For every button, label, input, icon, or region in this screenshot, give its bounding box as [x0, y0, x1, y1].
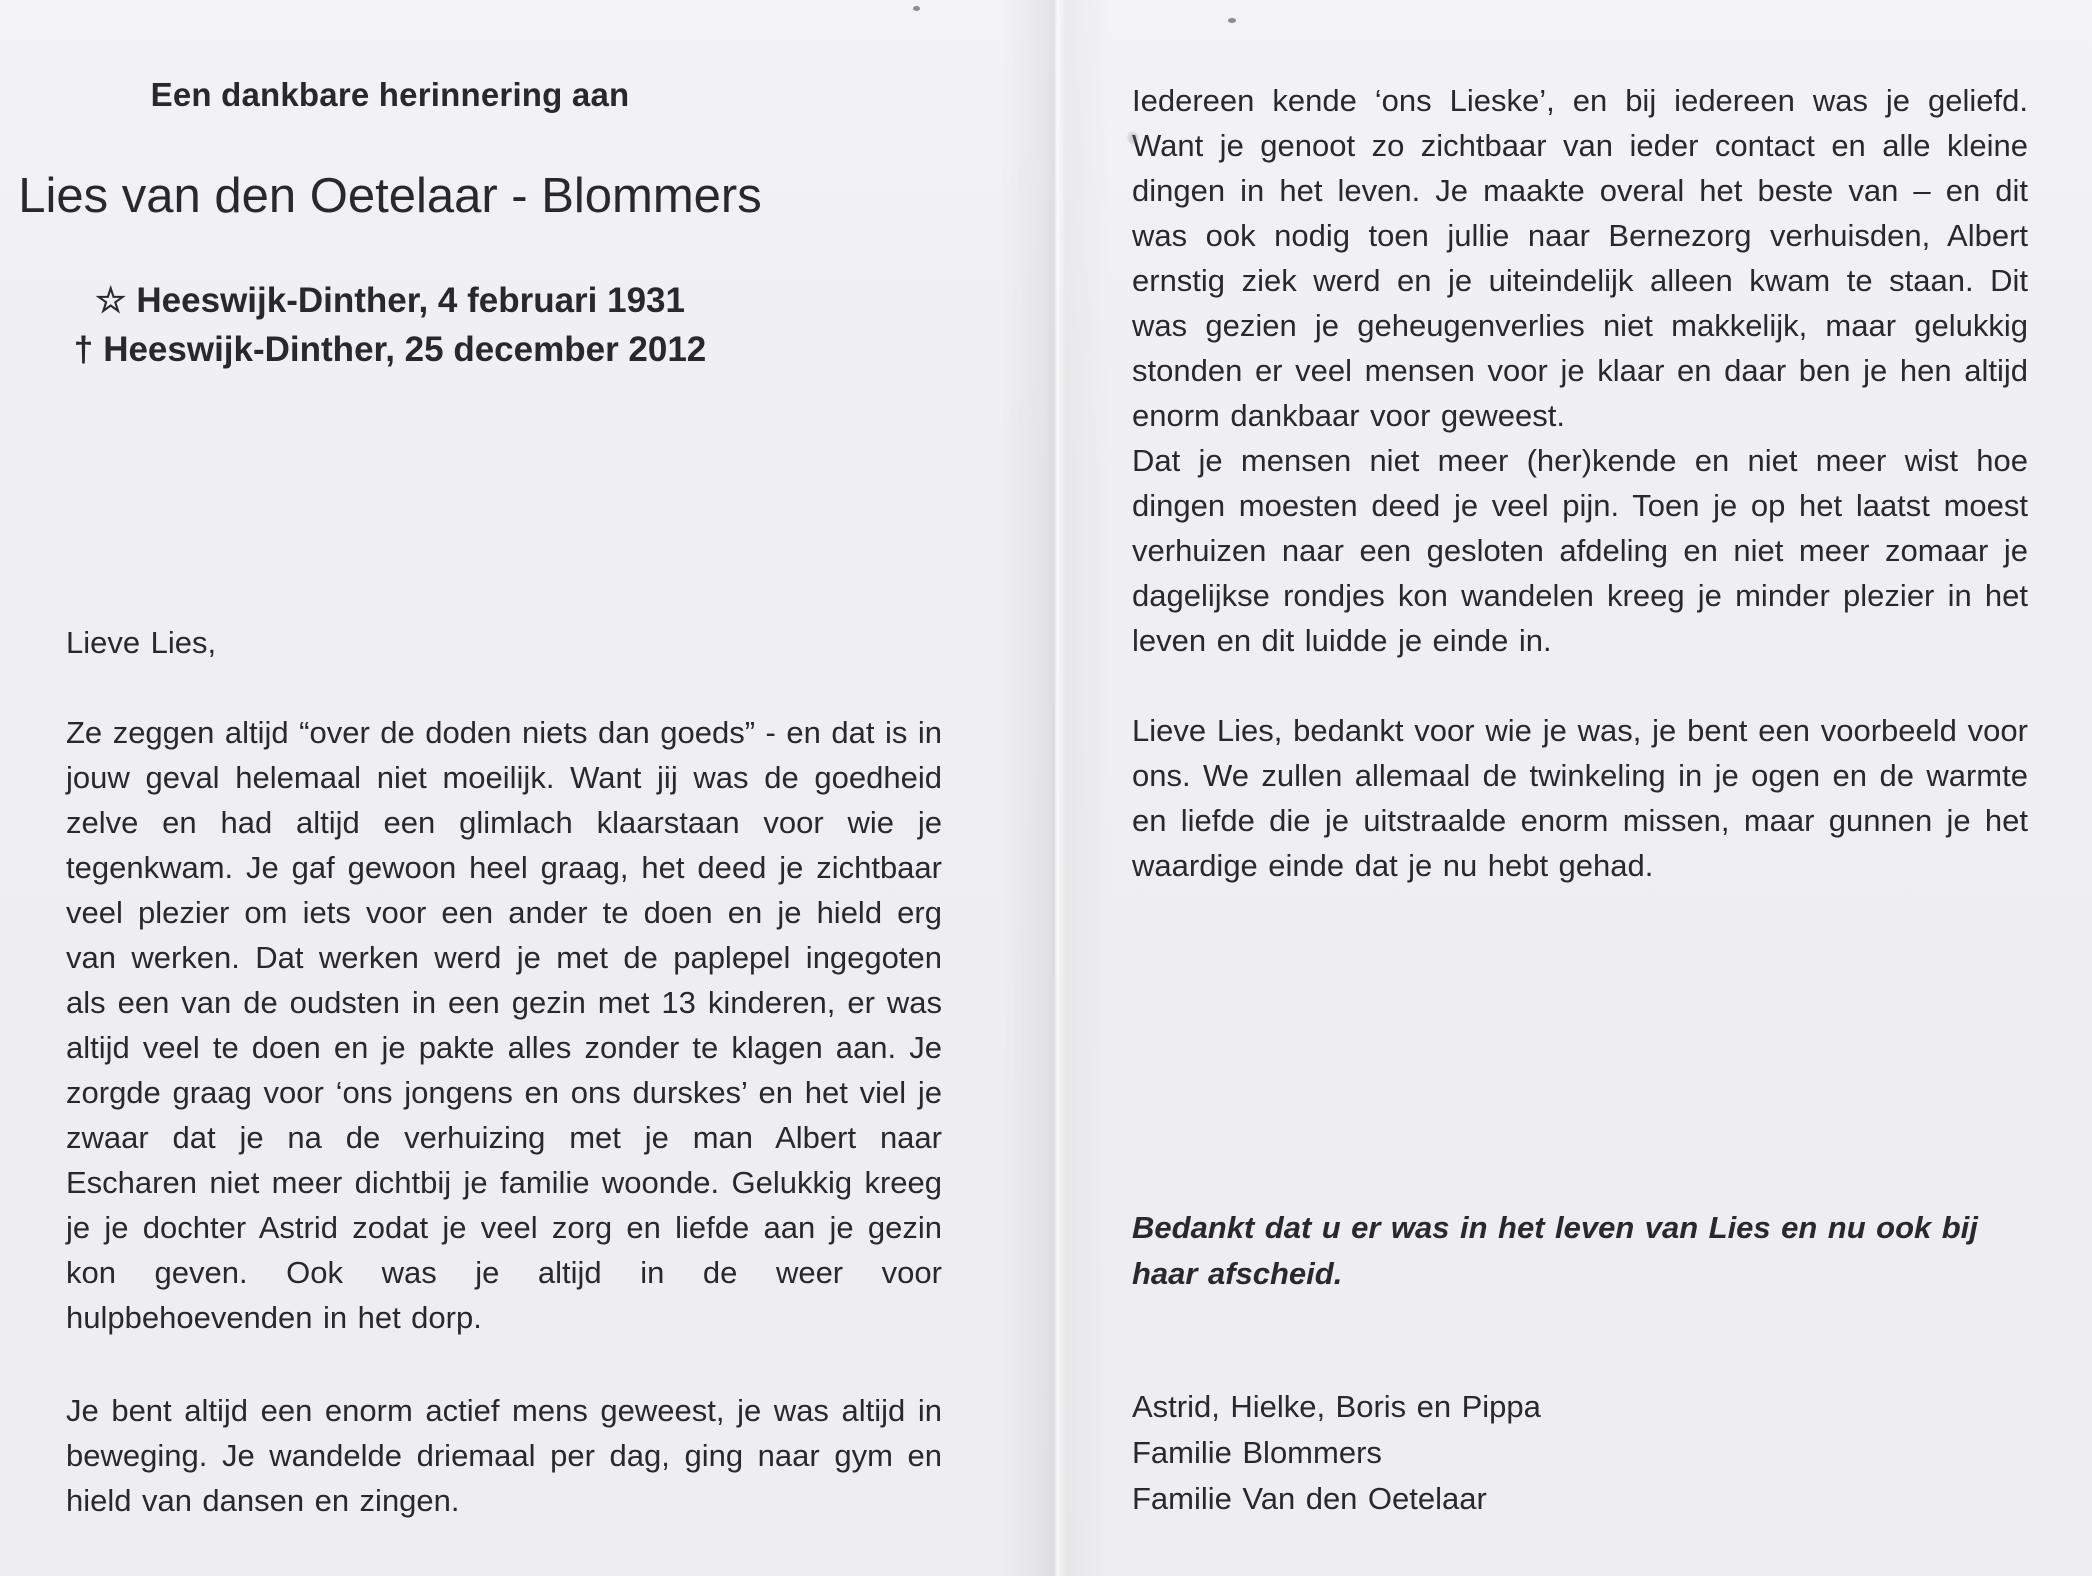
- death-place-date: Heeswijk-Dinther, 25 december 2012: [103, 330, 707, 369]
- memorial-header: Een dankbare herinnering aan: [150, 76, 630, 113]
- signature-block: [1132, 1384, 2028, 1522]
- right-paragraph-2: Dat je mensen niet meer (her)kende en niet meer wist hoe dingen moesten deed je veel pijn. Toen je op het laatst moest verhuizen naar een gesloten afdeling en niet meer zomaar je dagelijkse rondjes kon wandelen kreeg je minder plezier in het leven en dit luidde je einde in.: [1132, 443, 2028, 658]
- scan-speck: [1228, 18, 1236, 23]
- death-cross-icon: †: [73, 330, 94, 369]
- right-paragraph-1: Iedereen kende ‘ons Lieske’, en bij iedereen was je geliefd. Want je genoot zo zichtbaar van ieder contact en alle kleine dingen in het leven. Je maakte overal het beste van – en dit was ook nodig toen jullie naar Bernezorg verhuisden, Albert ernstig ziek werd en je uiteindelijk alleen kwam te staan. Dit was gezien je geheugenverlies niet makkelijk, maar gelukkig stonden er veel mensen voor je klaar en daar ben je hen altijd enorm dankbaar voor geweest.: [1132, 83, 2028, 433]
- birth-line: [40, 276, 740, 325]
- right-text-block: [1132, 78, 2028, 663]
- scan-speck: [1128, 132, 1138, 144]
- closing-thanks: Bedankt dat u er was in het leven van Lies en nu ook bij haar afscheid.: [1132, 1210, 1978, 1291]
- birth-star-icon: ☆: [95, 281, 127, 320]
- signature-line-blommers: Familie Blommers: [1132, 1435, 1382, 1470]
- scan-speck: [913, 6, 920, 11]
- salutation: Lieve Lies,: [66, 625, 217, 660]
- birth-place-date: Heeswijk-Dinther, 4 februari 1931: [136, 281, 685, 320]
- death-line: [40, 325, 740, 374]
- card-right-page: [1046, 0, 2092, 1576]
- signature-line-family: Astrid, Hielke, Boris en Pippa: [1132, 1389, 1541, 1424]
- deceased-name: Lies van den Oetelaar - Blommers: [18, 169, 762, 223]
- left-paragraph-2: Je bent altijd een enorm actief mens geweest, je was altijd in beweging. Je wandelde driemaal per dag, ging naar gym en hield van dansen en zingen.: [66, 1393, 942, 1518]
- life-dates: [40, 276, 740, 374]
- left-paragraph-1: Ze zeggen altijd “over de doden niets dan goeds” - en dat is in jouw geval helemaal niet moeilijk. Want jij was de goedheid zelve en had altijd een glimlach klaarstaan voor wie je tegenkwam. Je gaf gewoon heel graag, het deed je zichtbaar veel plezier om iets voor een ander te doen en je hield erg van werken. Dat werken werd je met de paplepel ingegoten als een van de oudsten in een gezin met 13 kinderen, er was altijd veel te doen en je pakte alles zonder te klagen aan. Je zorgde graag voor ‘ons jongens en ons durskes’ en het viel je zwaar dat je na de verhuizing met je man Albert naar Escharen niet meer dichtbij je familie woonde. Gelukkig kreeg je je dochter Astrid zodat je veel zorg en liefde aan je gezin kon geven. Ook was je altijd in de weer voor hulpbehoevenden in het dorp.: [66, 715, 942, 1335]
- right-paragraph-3: Lieve Lies, bedankt voor wie je was, je bent een voorbeeld voor ons. We zullen allemaal de twinkeling in je ogen en de warmte en liefde die je uitstraalde enorm missen, maar gunnen je het waardige einde dat je nu hebt gehad.: [1132, 713, 2028, 883]
- signature-line-oetelaar: Familie Van den Oetelaar: [1132, 1481, 1487, 1516]
